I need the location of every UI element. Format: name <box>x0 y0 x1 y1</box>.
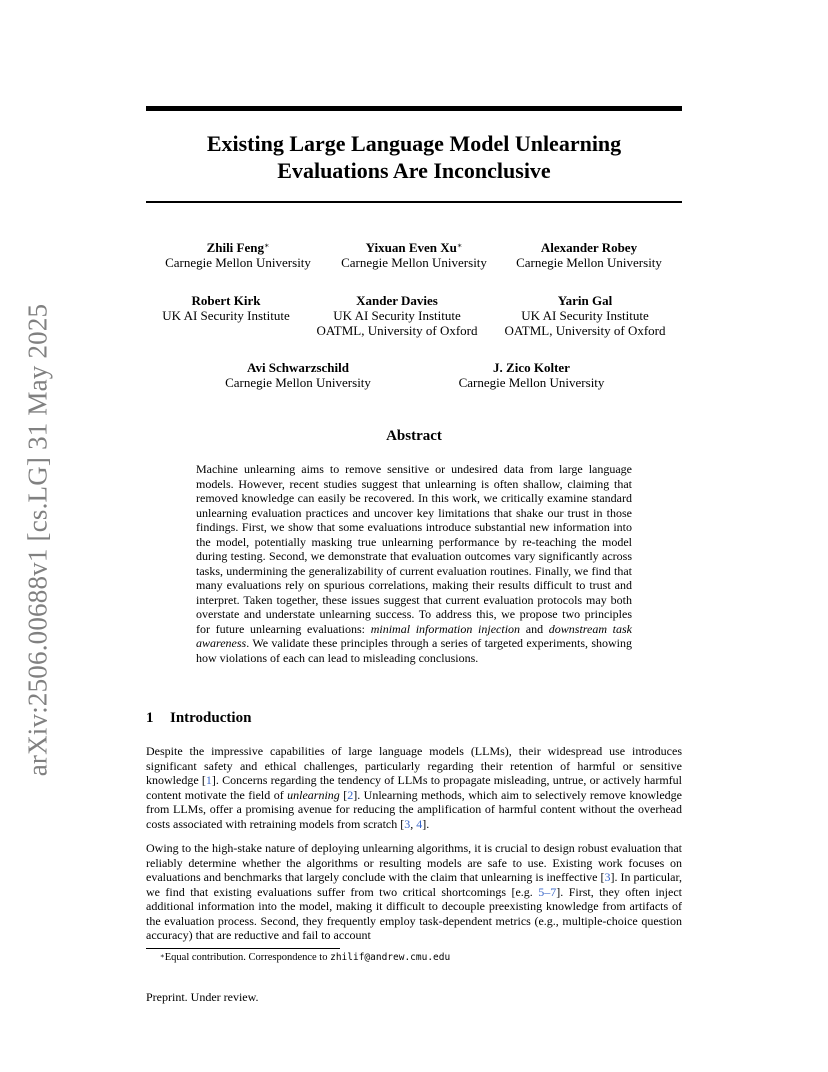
intro-paragraph-2: Owing to the high-stake nature of deploying unlearning algorithms, it is crucial to design robust evaluation that reliably determine whether the algorithms or resulting models are safe to use. Existing work focuses on evaluations and benchmarks that largely conclude with the claim that unlearning is ineffective [3]. In particular, we find that existing evaluations suffer from two critical shortcomings [e.g. 5–7]. First, they often inject additional information into the model, making it difficult to decouple preexisting knowledge from artifacts of the evaluation process. Second, they frequently employ task-dependent metrics (e.g., multiple-choice question accuracy) that are reductive and fail to account <box>146 841 682 942</box>
author-name: Robert Kirk <box>191 293 261 308</box>
author-affiliation: Carnegie Mellon University <box>341 255 487 270</box>
citation-link[interactable]: 5–7 <box>538 884 557 899</box>
citation-link[interactable]: 2 <box>347 787 354 802</box>
footnote-rule <box>146 948 340 949</box>
correspondence-email[interactable]: zhilif@andrew.cmu.edu <box>330 952 451 963</box>
equal-contribution-mark: ∗ <box>456 241 463 250</box>
footnote: ∗Equal contribution. Correspondence to zhilif@andrew.cmu.edu <box>160 952 451 963</box>
citation-link[interactable]: 3 <box>404 816 411 831</box>
title-top-rule <box>146 106 682 111</box>
arxiv-identifier <box>18 300 58 780</box>
author-block <box>500 293 670 338</box>
author-block <box>156 293 296 323</box>
author-affiliation: Carnegie Mellon University <box>165 255 311 270</box>
author-name: Yarin Gal <box>557 293 613 308</box>
title-line-2: Evaluations Are Inconclusive <box>277 158 551 183</box>
arxiv-identifier-text: arXiv:2506.00688v1 [cs.LG] 31 May 2025 <box>22 303 53 777</box>
author-name: Xander Davies <box>356 293 438 308</box>
author-name: Yixuan Even Xu∗ <box>365 240 463 255</box>
section-heading-introduction <box>146 710 251 727</box>
author-affiliation: OATML, University of Oxford <box>504 323 666 338</box>
author-block <box>338 240 490 270</box>
citation-link[interactable]: 3 <box>604 870 611 884</box>
author-affiliation: Carnegie Mellon University <box>458 375 605 390</box>
intro-paragraph-1: Despite the impressive capabilities of large language models (LLMs), their widespread use introduces significant safety and ethical challenges, particularly regarding their retention of harmful or sensitive knowledge [1]. Concerns regarding the tendency of LLMs to propagate misleading, untrue, or actively harmful content motivate the field of unlearning [2]. Unlearning methods, which aim to selectively remove knowledge from LLMs, offer a promising avenue for reducing the amplification of harmful content without the overhead costs associated with retraining models from scratch [3, 4]. <box>146 744 682 831</box>
author-affiliation: UK AI Security Institute <box>521 308 649 323</box>
title-bottom-rule <box>146 201 682 203</box>
section-title: Introduction <box>170 710 252 726</box>
title-line-1: Existing Large Language Model Unlearning <box>206 131 622 156</box>
paper-title <box>146 130 682 184</box>
author-name: J. Zico Kolter <box>493 360 570 375</box>
author-name: Zhili Feng∗ <box>206 240 270 255</box>
abstract-heading: Abstract <box>386 428 442 444</box>
citation-link[interactable]: 4 <box>416 816 423 831</box>
author-block <box>312 293 482 338</box>
author-affiliation: UK AI Security Institute <box>333 308 461 323</box>
author-affiliation: Carnegie Mellon University <box>225 375 371 390</box>
author-affiliation: UK AI Security Institute <box>162 308 290 323</box>
author-name: Avi Schwarzschild <box>247 360 349 375</box>
equal-contribution-mark: ∗ <box>264 241 270 250</box>
citation-link[interactable]: 1 <box>205 773 212 787</box>
author-block <box>513 240 665 270</box>
author-affiliation: OATML, University of Oxford <box>316 323 478 338</box>
abstract-text: Machine unlearning aims to remove sensitive or undesired data from large language models. However, recent studies suggest that unlearning is often shallow, claiming that removed knowledge can easily be recovered. In this work, we critically examine standard unlearning evaluation practices and uncover key limitations that shake our trust in those findings. First, we show that some evaluations introduce substantial new information into the model, potentially masking true unlearning performance by re-teaching the model during testing. Second, we demonstrate that evaluation outcomes vary significantly across tasks, undermining the generalizability of current evaluation routines. Finally, we find that many evaluations rely on spurious correlations, making their results difficult to trust and interpret. Taken together, these issues suggest that current evaluation protocols may both overstate and understate unlearning success. To address this, we propose two principles for future unlearning evaluations: minimal information injection and downstream task awareness. We validate these principles through a series of targeted experiments, showing how violations of each can lead to misleading conclusions. <box>196 462 633 665</box>
author-block <box>163 240 313 270</box>
preprint-notice: Preprint. Under review. <box>146 990 259 1004</box>
author-affiliation: Carnegie Mellon University <box>516 255 662 270</box>
section-number: 1 <box>146 710 154 726</box>
author-block <box>218 360 378 390</box>
footnote-mark: ∗ <box>160 952 165 960</box>
author-name: Alexander Robey <box>540 240 638 255</box>
author-block <box>454 360 609 390</box>
